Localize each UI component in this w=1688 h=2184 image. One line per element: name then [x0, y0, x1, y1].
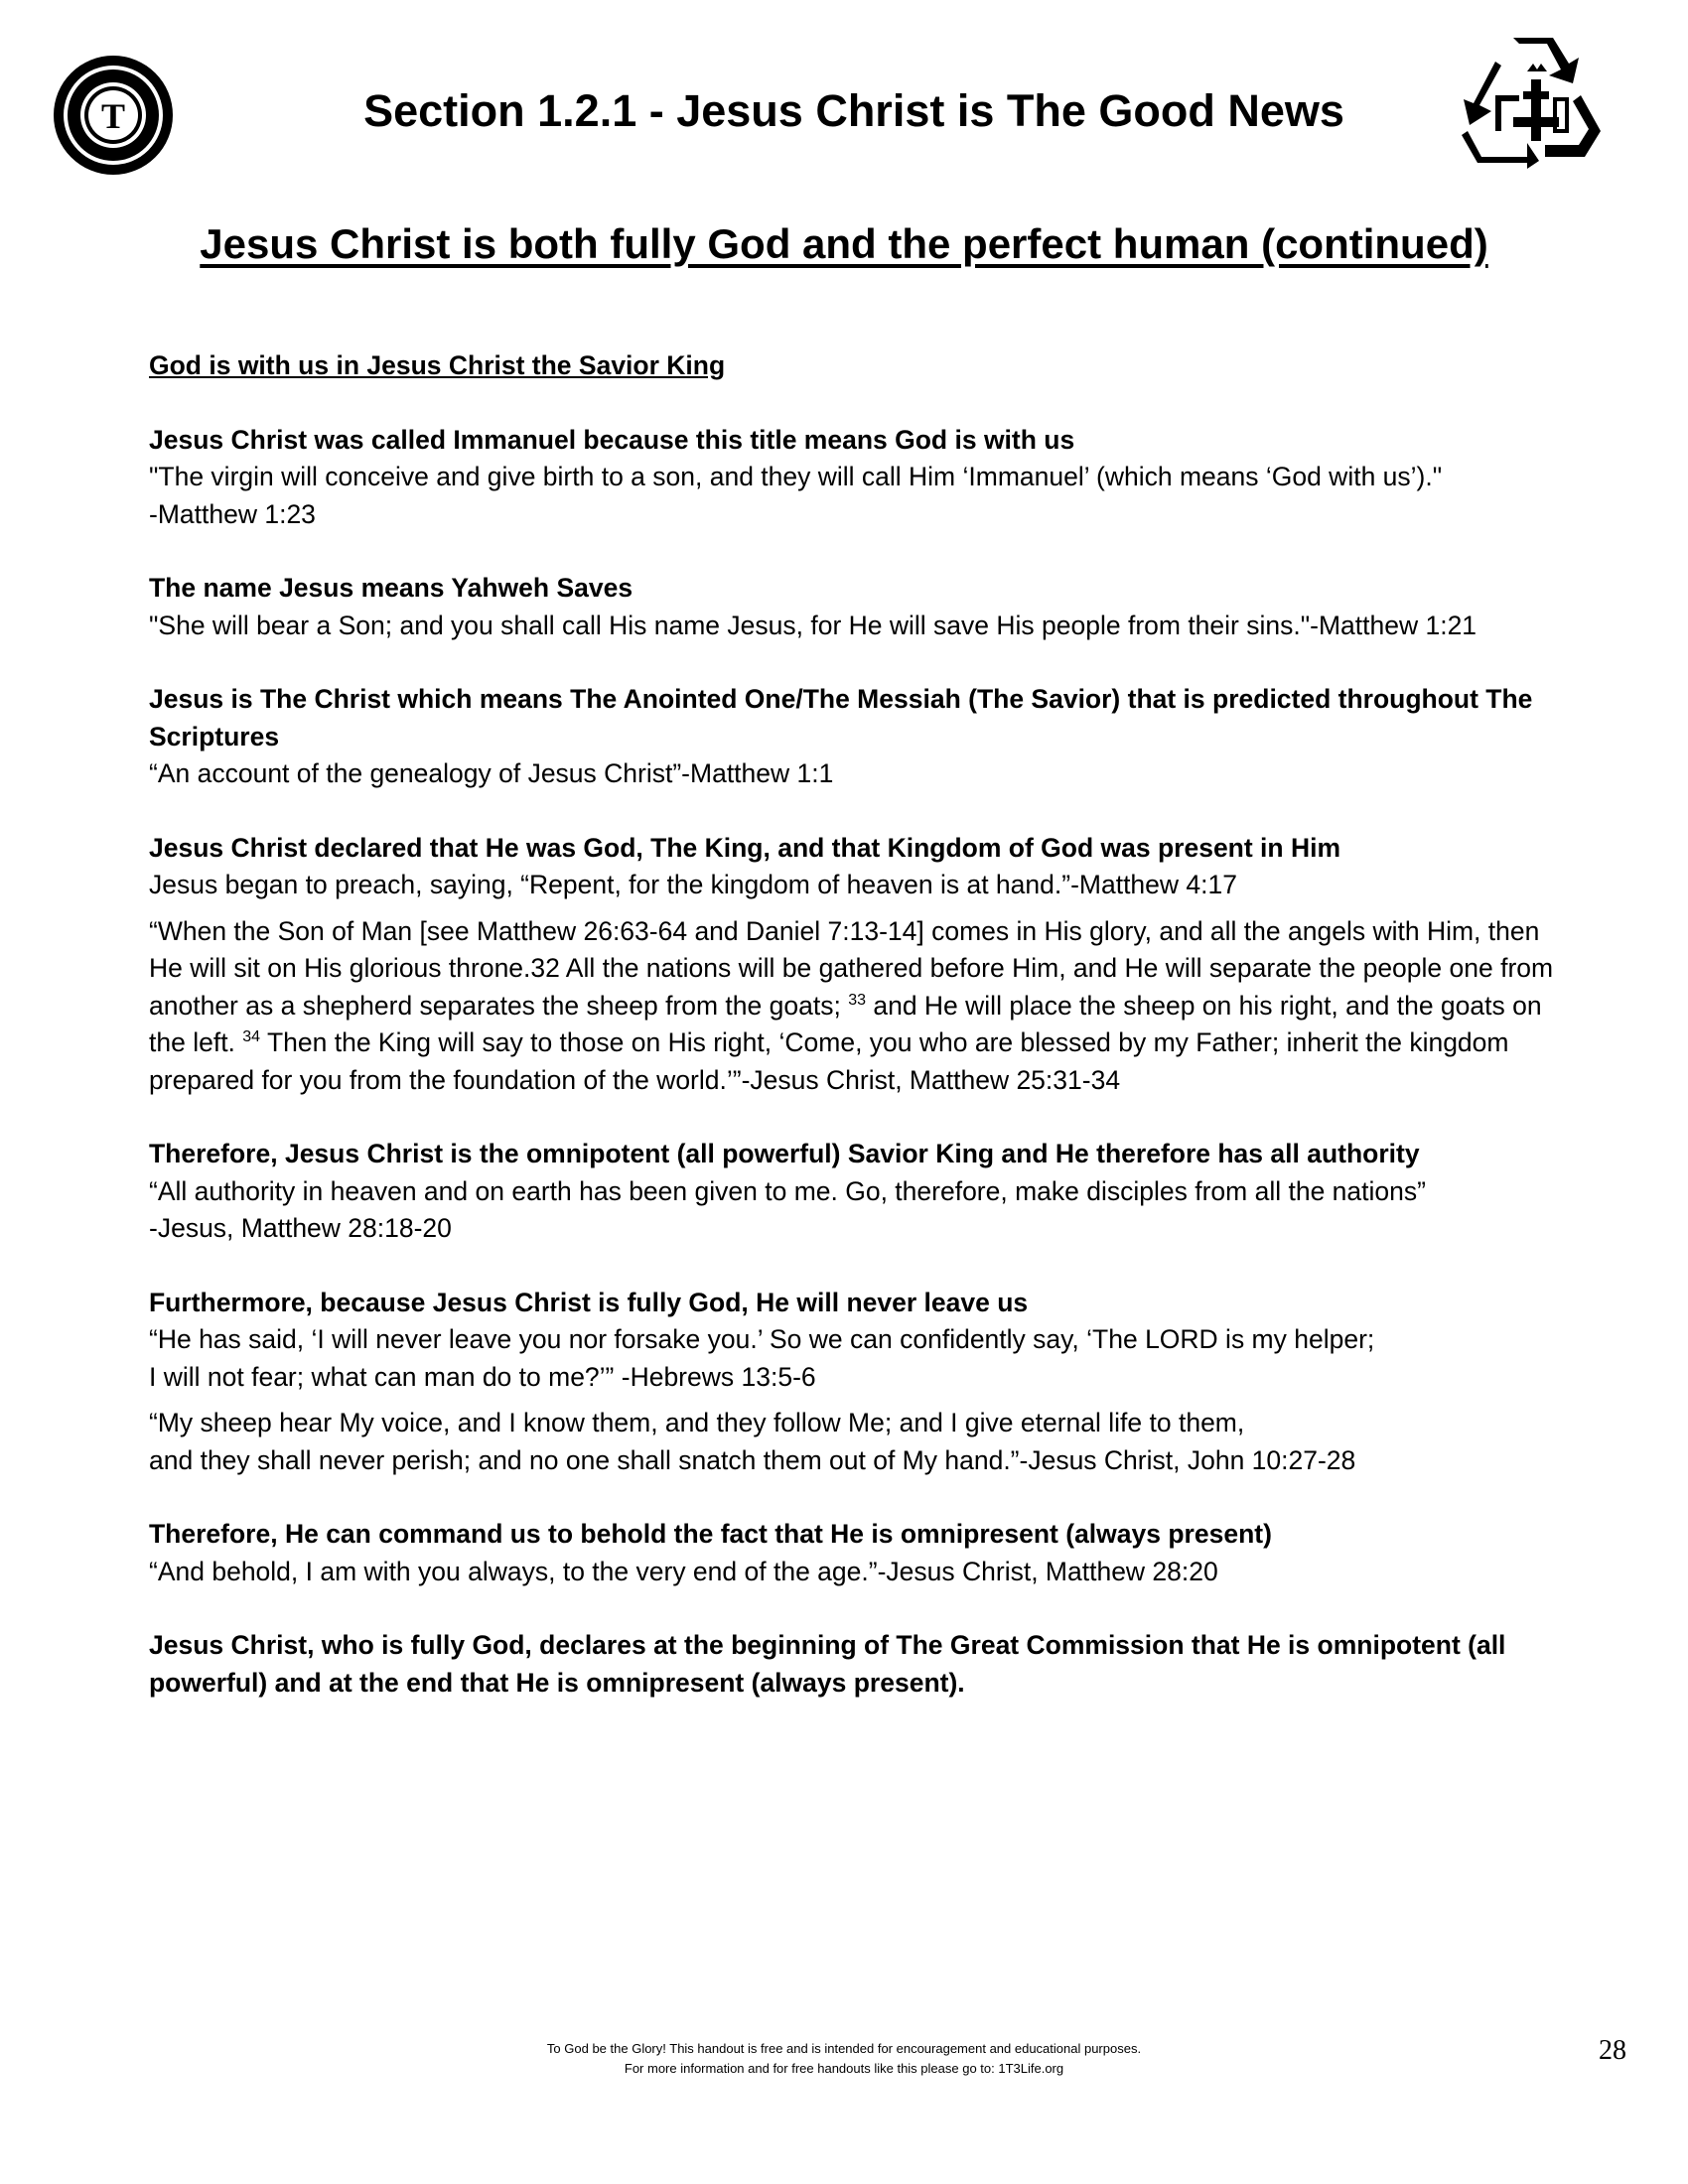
scripture-quote: “And behold, I am with you always, to the very end of the age.”-Jesus Christ, Matthew 28:20	[149, 1556, 1218, 1586]
section-heading: Therefore, He can command us to behold the fact that He is omnipresent (always present)	[149, 1519, 1272, 1549]
scripture-quote: I will not fear; what can man do to me?’” -Hebrews 13:5-6	[149, 1361, 816, 1392]
section-authority	[149, 1136, 1559, 1248]
section-name-jesus	[149, 570, 1559, 644]
scripture-reference: -Matthew 1:23	[149, 498, 316, 529]
scripture-quote: “He has said, ‘I will never leave you nor forsake you.’ So we can confidently say, ‘The LORD is my helper;	[149, 1324, 1375, 1354]
section-immanuel	[149, 422, 1559, 534]
footer-line: For more information and for free handouts like this please go to: 1T3Life.org	[624, 2061, 1064, 2076]
scripture-quote: "She will bear a Son; and you shall call His name Jesus, for He will save His people from their sins."-Matthew 1:21	[149, 610, 1477, 640]
recycle-cross-logo-icon	[1462, 36, 1605, 169]
section-heading: Jesus Christ was called Immanuel because this title means God is with us	[149, 424, 1075, 455]
quote-part: “When the Son of Man [see Matthew 26:63-64 and Daniel 7:13-14] comes in His glory, and all the angels with Him, then He will sit on His glorious throne.32 All the nations will be gathered before Him, and He will separate the people one from another as a shepherd separates the sheep from the goats;	[149, 915, 1554, 1021]
scripture-quote: Jesus began to preach, saying, “Repent, for the kingdom of heaven is at hand.”-Matthew 4:17	[149, 870, 1237, 899]
scripture-quote: "The virgin will conceive and give birth to a son, and they will call Him ‘Immanuel’ (which means ‘God with us’)."	[149, 462, 1443, 491]
document-body	[149, 347, 1559, 1738]
section-heading: Jesus Christ declared that He was God, The King, and that Kingdom of God was present in Him	[149, 832, 1341, 863]
section-great-commission	[149, 1627, 1559, 1702]
scripture-quote: and they shall never perish; and no one shall snatch them out of My hand.”-Jesus Christ, John 10:27-28	[149, 1444, 1356, 1475]
section-king	[149, 830, 1559, 1100]
verse-number: 33	[848, 991, 866, 1009]
section-heading: Therefore, Jesus Christ is the omnipotent (all powerful) Savior King and He therefore has all authority	[149, 1139, 1420, 1168]
scripture-quote: “All authority in heaven and on earth has been given to me. Go, therefore, make disciples from all the nations”	[149, 1175, 1426, 1206]
seal-letter: T	[100, 96, 126, 136]
scripture-quote: “An account of the genealogy of Jesus Christ”-Matthew 1:1	[149, 758, 834, 788]
subheading: God is with us in Jesus Christ the Savior King	[149, 350, 726, 380]
section-omnipresent	[149, 1516, 1559, 1590]
section-never-leave	[149, 1285, 1559, 1480]
section-title: Section 1.2.1 - Jesus Christ is The Good News	[363, 85, 1344, 136]
scripture-quote	[149, 913, 1559, 1100]
scripture-reference: -Jesus, Matthew 28:18-20	[149, 1213, 452, 1243]
section-heading: Furthermore, because Jesus Christ is fully God, He will never leave us	[149, 1287, 1029, 1317]
section-heading: Jesus is The Christ which means The Anointed One/The Messiah (The Savior) that is predicted throughout The Scriptures	[149, 684, 1533, 751]
main-heading: Jesus Christ is both fully God and the perfect human (continued)	[200, 220, 1488, 267]
section-heading: Jesus Christ, who is fully God, declares at the beginning of The Great Commission that He is omnipotent (all powerful) and at the end that He is omnipresent (always present).	[149, 1630, 1506, 1698]
section-heading: The name Jesus means Yahweh Saves	[149, 573, 633, 603]
quote-part: Then the King will say to those on His right, ‘Come, you who are blessed by my Father; inherit the kingdom prepared for you from the foundation of the world.’”-Jesus Christ, Matthew 25:31-34	[149, 1027, 1509, 1095]
scripture-quote: “My sheep hear My voice, and I know them, and they follow Me; and I give eternal life to them,	[149, 1408, 1245, 1437]
section-christ	[149, 681, 1559, 793]
page-footer	[0, 2039, 1688, 2079]
page-number: 28	[1599, 2035, 1626, 2066]
quote-part: and He will place the sheep on his right, and the goats on the left.	[149, 990, 1542, 1057]
footer-line: To God be the Glory! This handout is free and is intended for encouragement and educational purposes.	[546, 2041, 1142, 2056]
verse-number: 34	[242, 1028, 261, 1046]
